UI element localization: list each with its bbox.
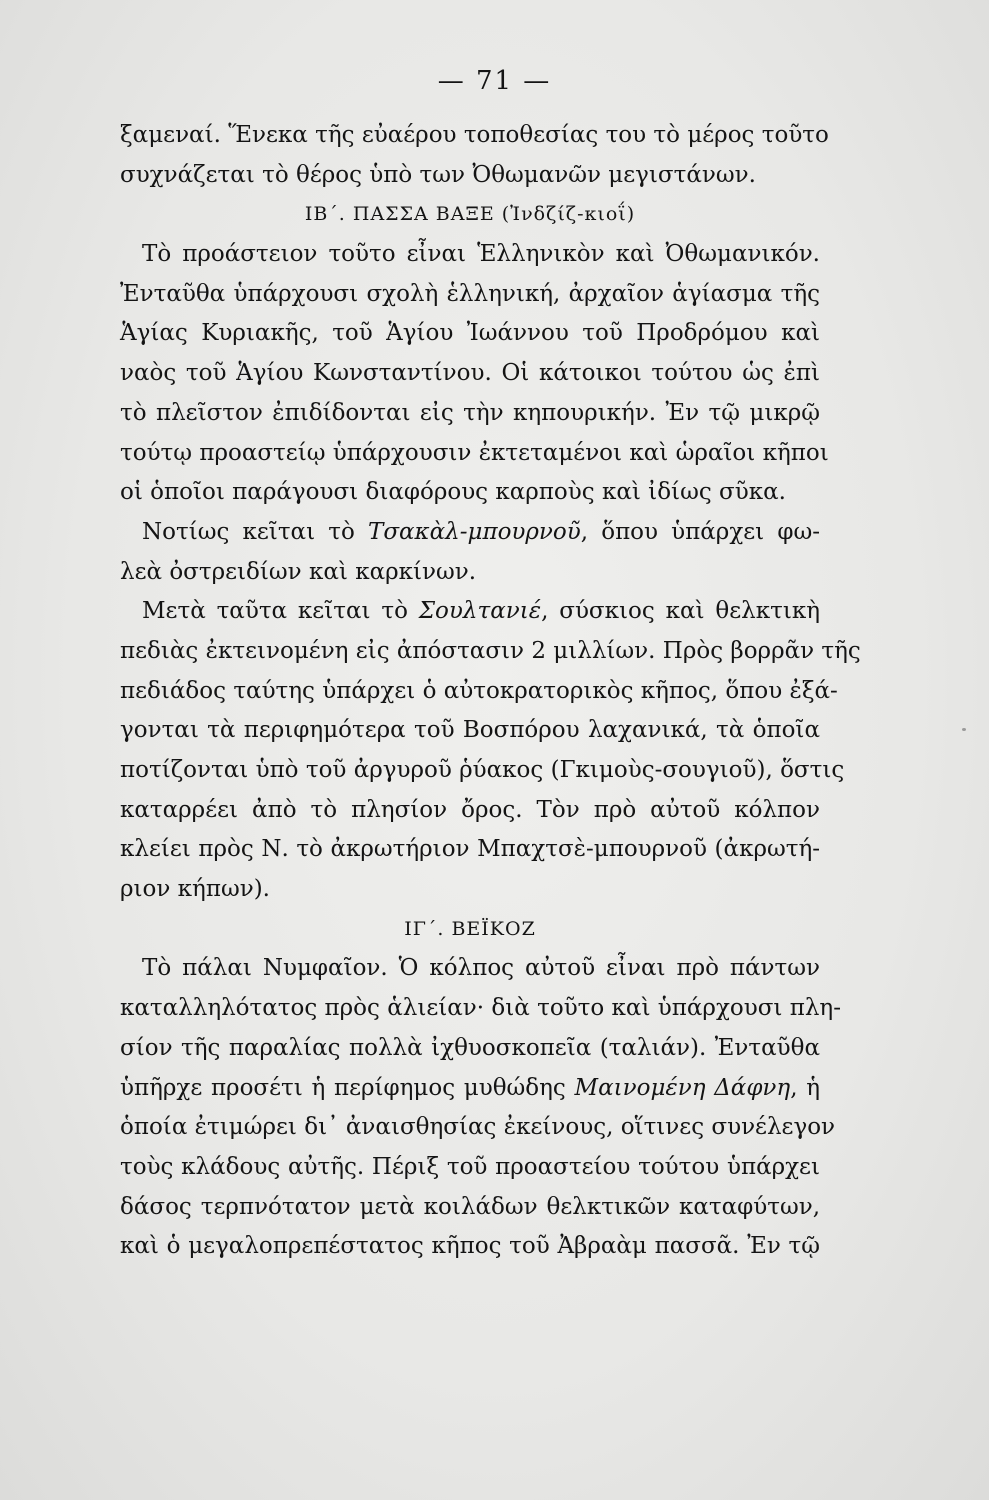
text-line: σίον τῆς παραλίας πολλὰ ἰχθυοσκοπεῖα (ταλιάν). Ἐνταῦθα	[120, 1034, 820, 1061]
text-line: δάσος τερπνότατον μετὰ κοιλάδων θελκτικῶν καταφύτων,	[120, 1193, 820, 1220]
text-line: ὁποία ἐτιμώρει δι᾽ ἀναισθησίας ἐκείνους, οἵτινες συνέλεγον	[120, 1114, 836, 1141]
text-line-with-italic	[120, 592, 820, 632]
text-segment: Μετὰ ταῦτα κεῖται τὸ	[142, 598, 419, 625]
text-line: ναὸς τοῦ Ἁγίου Κωνσταντίνου. Οἱ κάτοικοι τούτου ὡς ἐπὶ	[120, 360, 820, 387]
text-line-with-italic	[120, 513, 820, 553]
text-line: ποτίζονται ὑπὸ τοῦ ἀργυροῦ ῥύακος (Γκιμοὺς-σουγιοῦ), ὅστις	[120, 757, 845, 783]
text-line: τοὺς κλάδους αὐτῆς. Πέριξ τοῦ προαστείου τούτου ὑπάρχει	[120, 1153, 820, 1180]
text-line: ριον κήπων).	[120, 876, 270, 903]
text-line: γονται τὰ περιφημότερα τοῦ Βοσπόρου λαχανικά, τὰ ὁποῖα	[120, 717, 820, 744]
text-line: τὸ πλεῖστον ἐπιδίδονται εἰς τὴν κηπουρικήν. Ἐν τῷ μικρῷ	[120, 399, 820, 426]
text-line: Τὸ πάλαι Νυμφαῖον. Ὁ κόλπος αὐτοῦ εἶναι πρὸ πάντων	[142, 955, 820, 982]
body-text	[120, 116, 861, 1267]
text-segment: Νοτίως κεῖται τὸ	[142, 518, 368, 545]
text-segment: , σύσκιος καὶ θελκτικὴ	[541, 598, 820, 625]
place-name-italic: Μαινομένη Δάφνη	[574, 1074, 791, 1101]
text-line: οἱ ὁποῖοι παράγουσι διαφόρους καρποὺς καὶ ἰδίως σῦκα.	[120, 479, 786, 506]
page-number: — 71 —	[437, 66, 552, 96]
text-line: ξαμεναί. Ἕνεκα τῆς εὐαέρου τοποθεσίας του τὸ μέρος τοῦτο	[120, 122, 829, 148]
text-segment: , ὅπου ὑπάρχει φω-	[580, 518, 820, 545]
paper-speck	[962, 728, 966, 731]
text-line: καταλληλότατος πρὸς ἁλιείαν· διὰ τοῦτο καὶ ὑπάρχουσι πλη-	[120, 995, 841, 1022]
text-line: καὶ ὁ μεγαλοπρεπέστατος κῆπος τοῦ Ἀβραὰμ πασσᾶ. Ἐν τῷ	[120, 1233, 820, 1260]
text-line-with-italic	[120, 1069, 820, 1109]
section-heading-13: ΙΓ΄. ΒΕΪΚΟΖ	[404, 917, 536, 940]
text-line: κλείει πρὸς Ν. τὸ ἀκρωτήριον Μπαχτσὲ-μπουρνοῦ (ἀκρωτή-	[120, 836, 820, 863]
place-name-italic: Τσακὰλ-μπουρνοῦ	[367, 518, 581, 545]
text-line: Ἁγίας Κυριακῆς, τοῦ Ἁγίου Ἰωάννου τοῦ Προδρόμου καὶ	[120, 320, 820, 347]
text-segment: , ἡ	[790, 1074, 820, 1101]
text-line: λεὰ ὀστρειδίων καὶ καρκίνων.	[120, 558, 477, 585]
place-name-italic: Σουλτανιέ	[418, 598, 542, 625]
text-line: Τὸ προάστειον τοῦτο εἶναι Ἑλληνικὸν καὶ Ὀθωμανικόν.	[142, 241, 820, 268]
text-line: πεδιάδος ταύτης ὑπάρχει ὁ αὐτοκρατορικὸς κῆπος, ὅπου ἐξά-	[120, 677, 838, 704]
text-line: συχνάζεται τὸ θέρος ὑπὸ των Ὀθωμανῶν μεγιστάνων.	[120, 161, 756, 188]
text-segment: ὑπῆρχε προσέτι ἡ περίφημος μυθώδης	[120, 1074, 575, 1101]
text-line: πεδιὰς ἐκτεινομένη εἰς ἀπόστασιν 2 μιλλίων. Πρὸς βορρᾶν τῆς	[120, 637, 861, 664]
text-line: καταρρέει ἀπὸ τὸ πλησίον ὄρος. Τὸν πρὸ αὐτοῦ κόλπον	[120, 796, 820, 823]
text-line: τούτῳ προαστείῳ ὑπάρχουσιν ἐκτεταμένοι καὶ ὡραῖοι κῆποι	[120, 439, 829, 466]
section-heading-12: ΙΒ΄. ΠΑΣΣΑ ΒΑΞΕ (Ἰνδζίζ-κιοΐ)	[304, 203, 636, 226]
text-line: Ἐνταῦθα ὑπάρχουσι σχολὴ ἑλληνική, ἀρχαῖον ἁγίασμα τῆς	[120, 280, 820, 307]
